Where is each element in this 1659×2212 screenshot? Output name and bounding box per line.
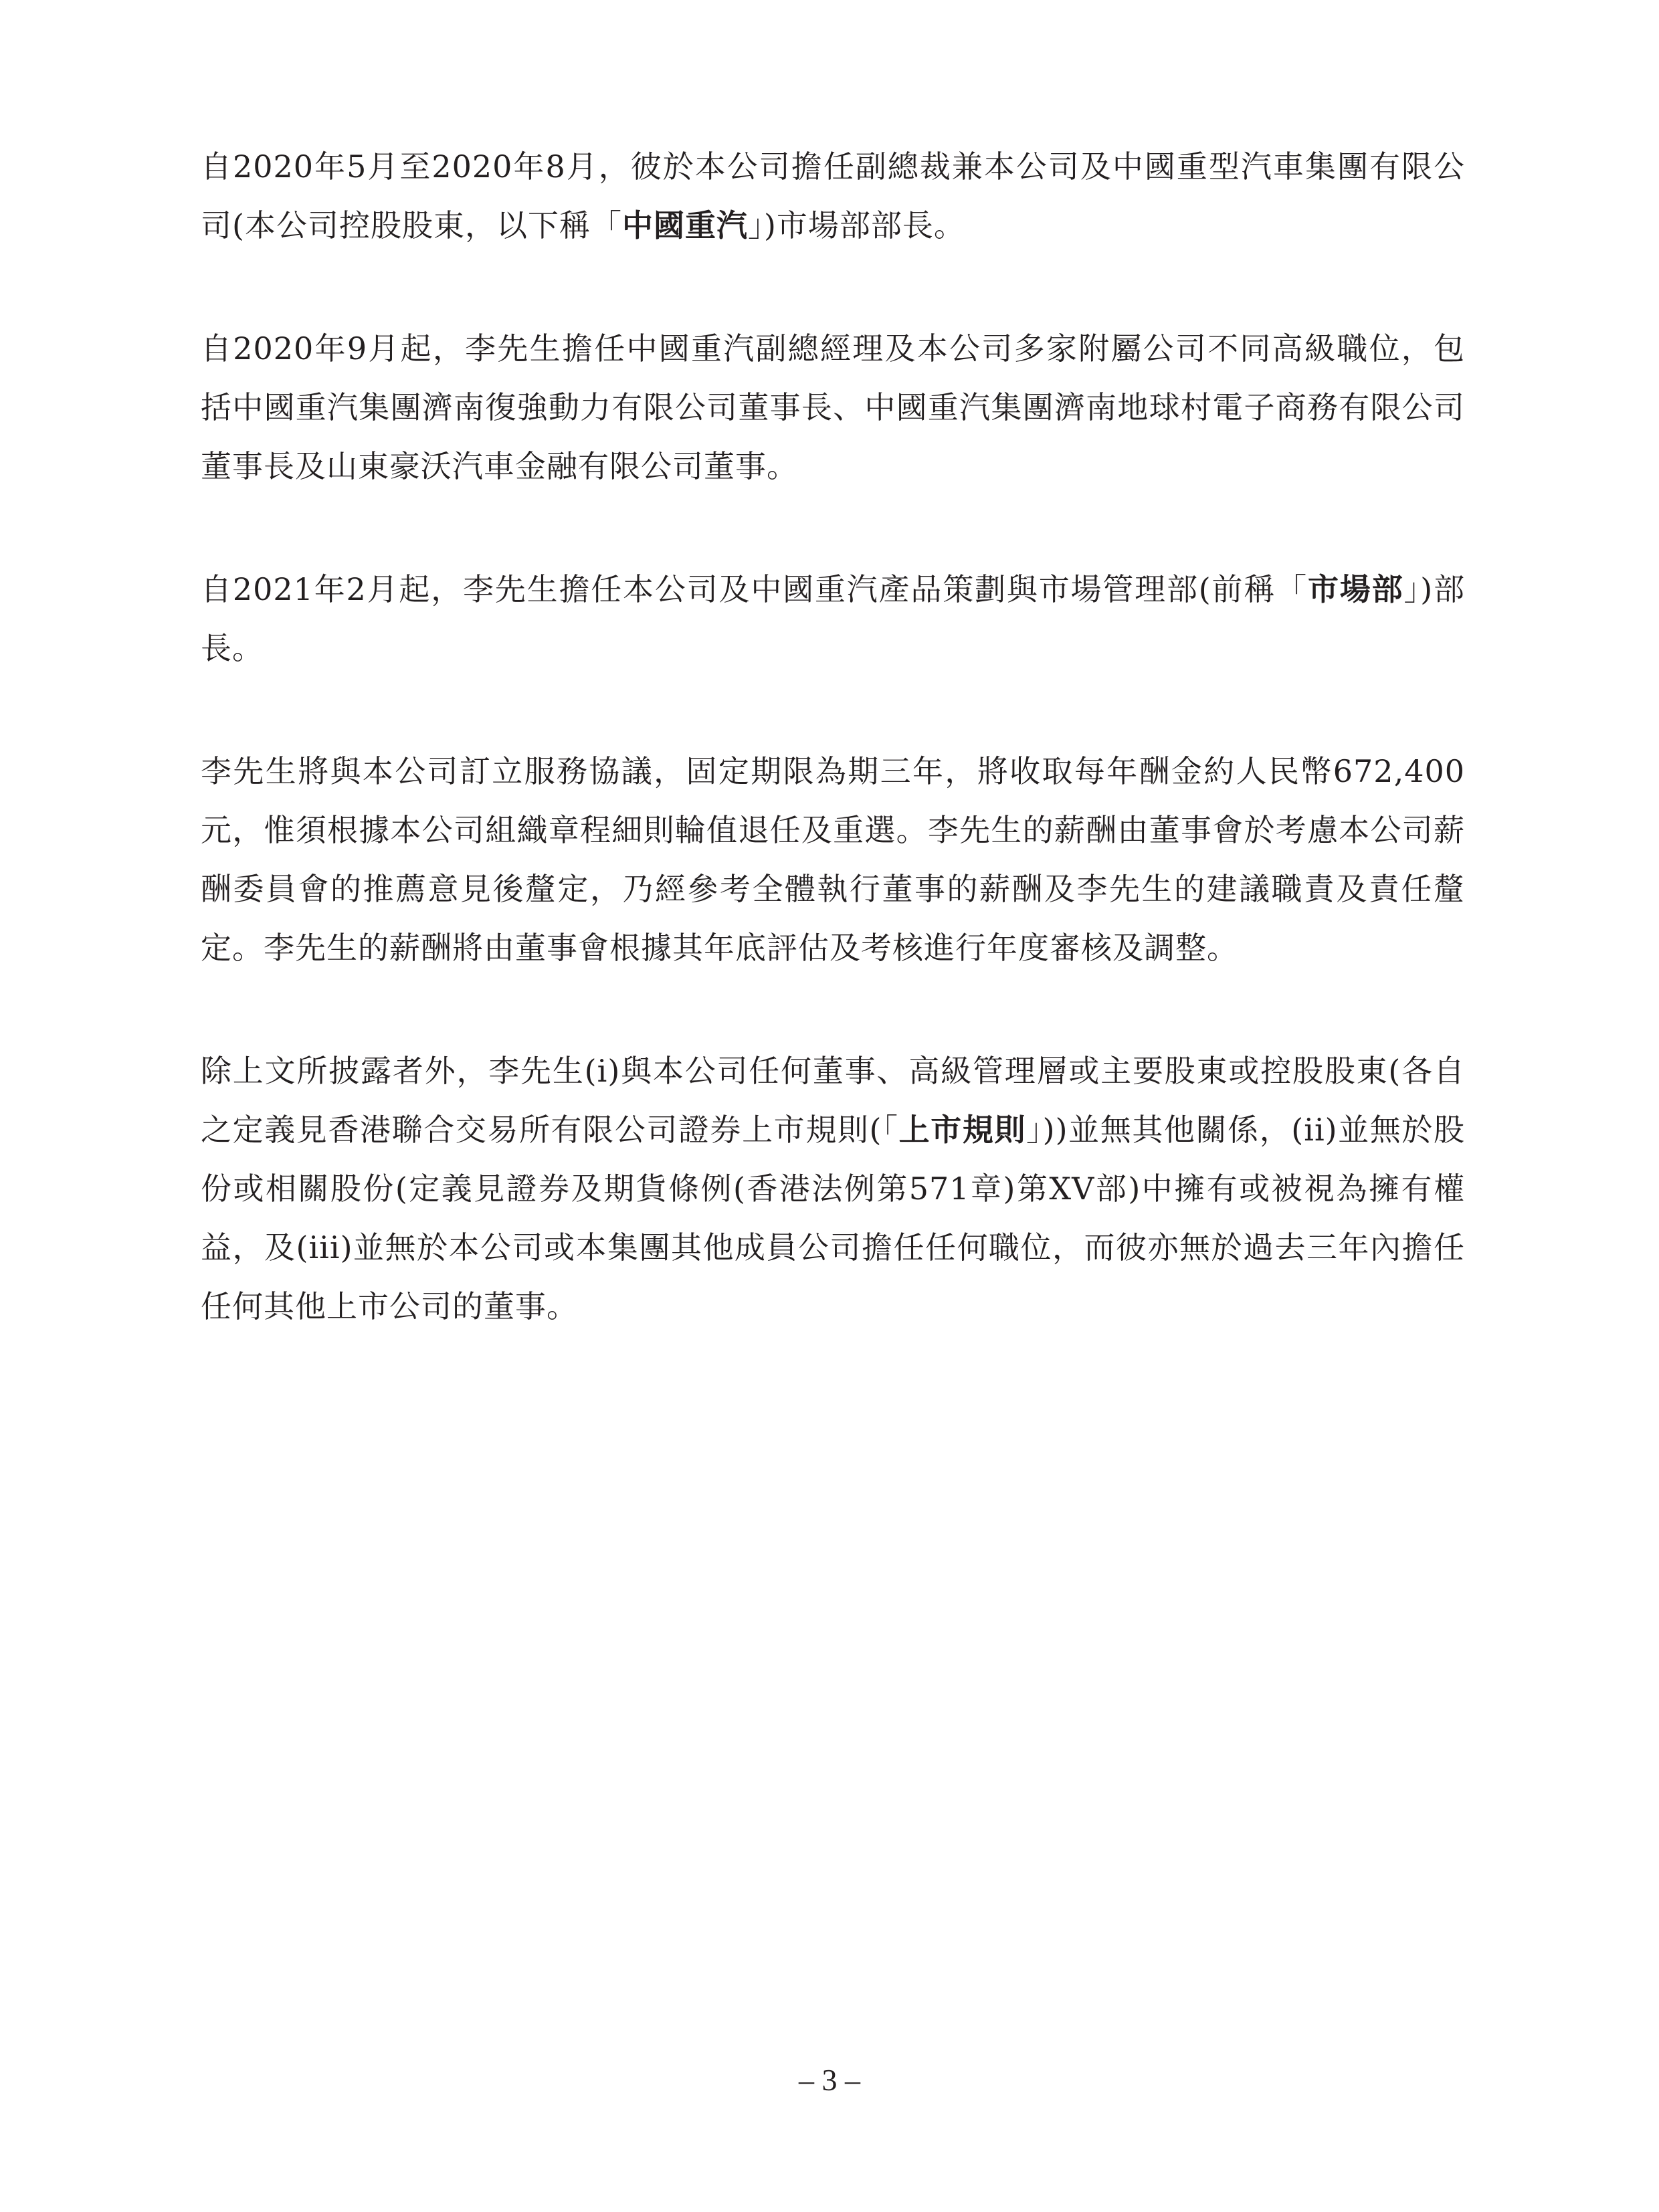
paragraph-appointment-2020-september [201, 319, 1465, 496]
paragraph-text: 自2021年2月起，李先生擔任本公司及中國重汽產品策劃與市場管理部(前稱「 [201, 571, 1308, 607]
defined-term-sinotruk: 中國重汽 [621, 207, 748, 243]
paragraph-text: 」)部長。 [201, 571, 1466, 666]
paragraph-service-agreement [201, 742, 1465, 977]
paragraph-text: 李先生將與本公司訂立服務協議，固定期限為期三年，將收取每年酬金約人民幣672,400元，惟須根據本公司組織章程細則輪值退任及重選。李先生的薪酬由董事會於考慮本公司薪酬委員會的推薦意見後釐定，乃經參考全體執行董事的薪酬及李先生的建議職責及責任釐定。李先生的薪酬將由董事會根據其年底評估及考核進行年度審核及調整。 [201, 753, 1465, 966]
paragraph-text: 自2020年5月至2020年8月，彼於本公司擔任副總裁兼本公司及中國重型汽車集團有限公司(本公司控股股東，以下稱「 [201, 148, 1465, 243]
paragraph-text: 除上文所披露者外，李先生(i)與本公司任何董事、高級管理層或主要股東或控股股東(各自之定義見香港聯合交易所有限公司證券上市規則(「 [201, 1053, 1465, 1148]
paragraph-text: 」))並無其他關係，(ii)並無於股份或相關股份(定義見證券及期貨條例(香港法例第571章)第XV部)中擁有或被視為擁有權益，及(iii)並無於本公司或本集團其他成員公司擔任任何職位，而彼亦無於過去三年內擔任任何其他上市公司的董事。 [201, 1112, 1465, 1324]
page-number: – 3 – [799, 2063, 860, 2097]
paragraph-disclosure [201, 1041, 1465, 1336]
paragraph-appointment-2021-february [201, 560, 1465, 678]
paragraph-appointment-2020-may [201, 137, 1465, 255]
paragraph-text: 自2020年9月起，李先生擔任中國重汽副總經理及本公司多家附屬公司不同高級職位，包括中國重汽集團濟南復強動力有限公司董事長、中國重汽集團濟南地球村電子商務有限公司董事長及山東豪沃汽車金融有限公司董事。 [201, 330, 1465, 484]
document-body [201, 137, 1465, 1400]
defined-term-marketing-department: 市場部 [1307, 571, 1404, 607]
paragraph-text: 」)市場部部長。 [747, 207, 965, 243]
defined-term-listing-rules: 上市規則 [898, 1112, 1027, 1148]
